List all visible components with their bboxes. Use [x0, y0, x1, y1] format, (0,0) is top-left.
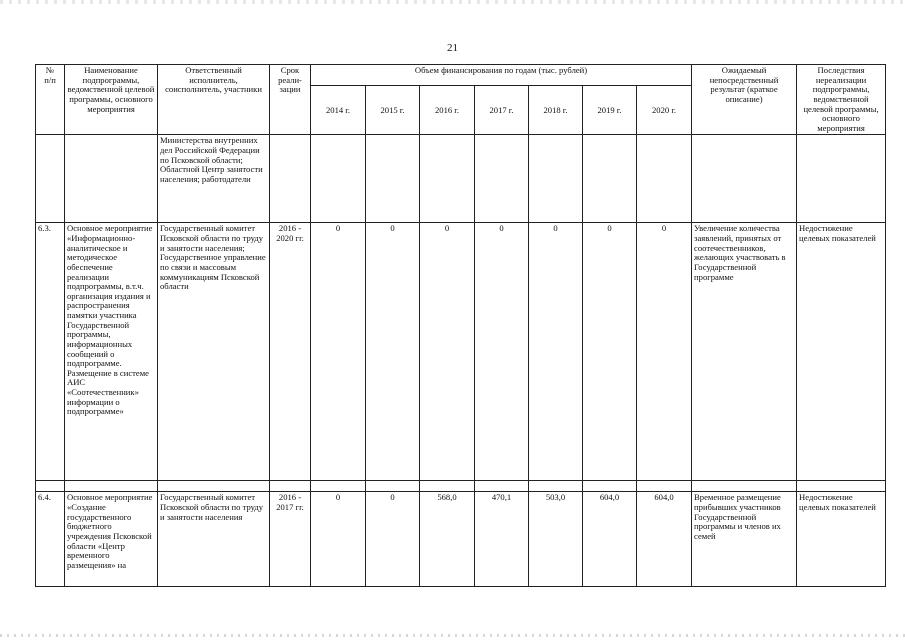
cell-name: Основное мероприятие «Создание государственного бюджетного учреждения Псковской области «Центр временного размещения» на	[65, 492, 158, 587]
cell-empty	[270, 481, 311, 492]
cell-empty	[311, 481, 366, 492]
cell-value	[475, 135, 529, 223]
cell-value-2017: 0	[475, 223, 529, 481]
cell-consequences	[797, 135, 886, 223]
header-name: Наименование подпрограммы, ведомственной целевой программы, основного мероприятия	[65, 65, 158, 135]
cell-empty	[65, 481, 158, 492]
scan-edge-bottom	[0, 634, 905, 637]
cell-no: 6.3.	[36, 223, 65, 481]
cell-empty	[366, 481, 420, 492]
cell-value-2015: 0	[366, 223, 420, 481]
cell-empty	[529, 481, 583, 492]
cell-value-2014: 0	[311, 223, 366, 481]
header-year: 2017 г.	[475, 86, 529, 135]
cell-value-2016: 0	[420, 223, 475, 481]
cell-value-2017: 470,1	[475, 492, 529, 587]
cell-empty	[420, 481, 475, 492]
cell-value-2016: 568,0	[420, 492, 475, 587]
header-no: № п/п	[36, 65, 65, 135]
cell-value-2018: 503,0	[529, 492, 583, 587]
cell-value-2019: 0	[583, 223, 637, 481]
cell-value	[366, 135, 420, 223]
cell-empty	[692, 481, 797, 492]
cell-executor: Министерства внутренних дел Российской Федерации по Псковской области; Областной Центр занятости населения; работодатели	[158, 135, 270, 223]
cell-value-2018: 0	[529, 223, 583, 481]
cell-name: Основное мероприятие «Информационно-аналитическое и методическое обеспечение реализации подпрограммы, в.т.ч. организация издания и распространения памятки участника Государственной программы, информационных сообщений о подпрограмме. Размещение в системе АИС «Соотечественник» информации о подпрограмме»	[65, 223, 158, 481]
cell-empty	[637, 481, 692, 492]
cell-consequences: Недостижение целевых показателей	[797, 492, 886, 587]
table-row	[36, 492, 886, 587]
header-year: 2019 г.	[583, 86, 637, 135]
header-year: 2020 г.	[637, 86, 692, 135]
cell-empty	[158, 481, 270, 492]
cell-term: 2016 - 2020 гг.	[270, 223, 311, 481]
cell-value-2015: 0	[366, 492, 420, 587]
cell-empty	[36, 481, 65, 492]
table-row-continuation	[36, 135, 886, 223]
table-header-row-1	[36, 65, 886, 86]
cell-consequences: Недостижение целевых показателей	[797, 223, 886, 481]
cell-name	[65, 135, 158, 223]
header-year: 2014 г.	[311, 86, 366, 135]
header-financing: Объем финансирования по годам (тыс. рублей)	[311, 65, 692, 86]
cell-value	[637, 135, 692, 223]
cell-value	[420, 135, 475, 223]
table-row	[36, 223, 886, 481]
header-year: 2015 г.	[366, 86, 420, 135]
cell-value	[529, 135, 583, 223]
table-row-spacer	[36, 481, 886, 492]
cell-value-2020: 604,0	[637, 492, 692, 587]
header-year: 2016 г.	[420, 86, 475, 135]
cell-result	[692, 135, 797, 223]
cell-empty	[475, 481, 529, 492]
cell-term	[270, 135, 311, 223]
financing-table	[35, 64, 886, 587]
cell-value-2019: 604,0	[583, 492, 637, 587]
cell-term: 2016 - 2017 гг.	[270, 492, 311, 587]
cell-value	[311, 135, 366, 223]
cell-value-2020: 0	[637, 223, 692, 481]
header-year: 2018 г.	[529, 86, 583, 135]
cell-no	[36, 135, 65, 223]
cell-executor: Государственный комитет Псковской области по труду и занятости населения; Государственное управление по связи и массовым коммуникациям Псковской области	[158, 223, 270, 481]
cell-result: Увеличение количества заявлений, принятых от соотечественников, желающих участвовать в Государственной программе	[692, 223, 797, 481]
cell-value-2014: 0	[311, 492, 366, 587]
header-term: Срок реали-зации	[270, 65, 311, 135]
page-number: 21	[447, 42, 458, 54]
cell-value	[583, 135, 637, 223]
cell-empty	[797, 481, 886, 492]
scan-edge-top	[0, 0, 905, 4]
header-result: Ожидаемый непосредственный результат (краткое описание)	[692, 65, 797, 135]
cell-no: 6.4.	[36, 492, 65, 587]
header-executor: Ответственный исполнитель, соисполнитель, участники	[158, 65, 270, 135]
cell-empty	[583, 481, 637, 492]
header-consequences: Последствия нереализации подпрограммы, ведомственной целевой программы, основного мероприятия	[797, 65, 886, 135]
cell-executor: Государственный комитет Псковской области по труду и занятости населения	[158, 492, 270, 587]
cell-result: Временное размещение прибывших участников Государственной программы и членов их семей	[692, 492, 797, 587]
